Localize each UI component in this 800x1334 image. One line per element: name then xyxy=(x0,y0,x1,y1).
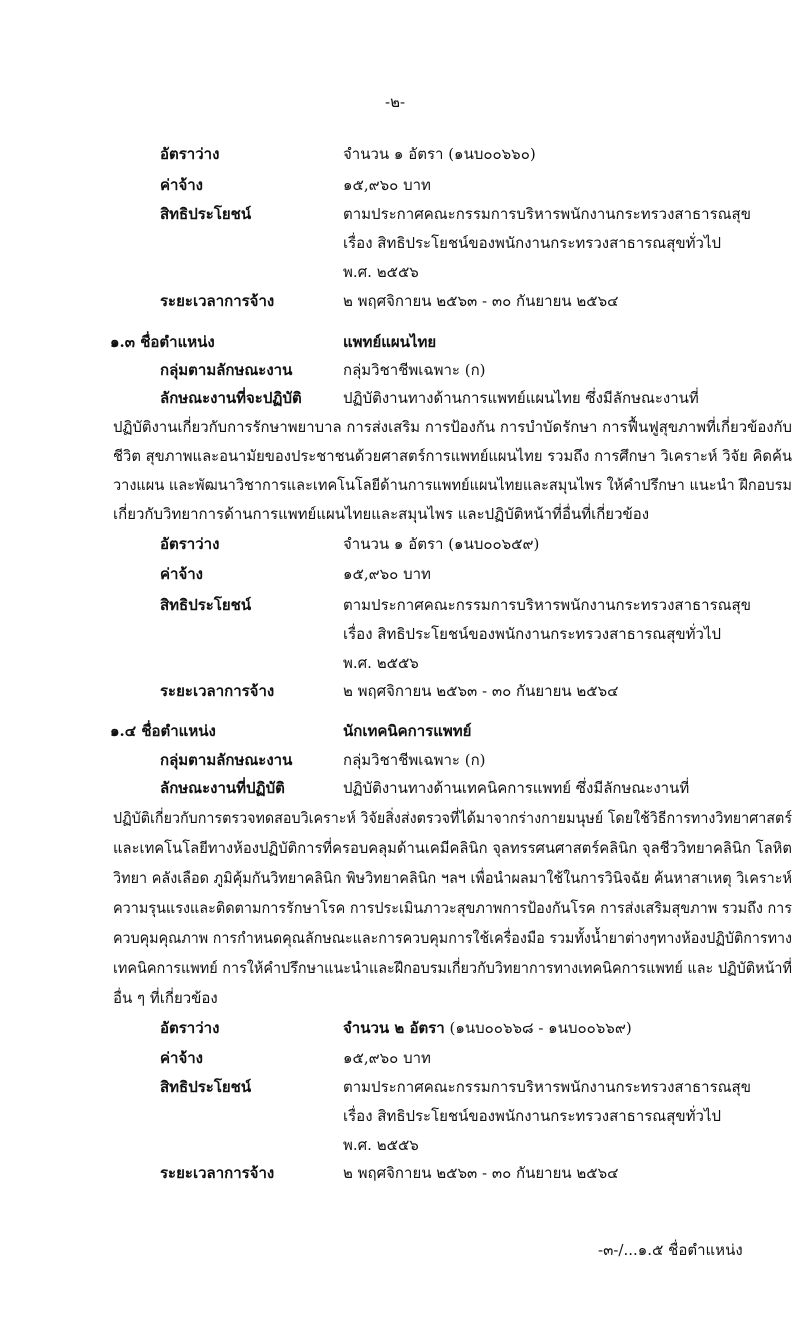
duty-line: เทคนิคการแพทย์ การให้คำปรึกษาแนะนำและฝึกอบรมเกี่ยวกับวิทยาการทางเทคนิคการแพทย์ และ ปฏิบัติหน้าที่ xyxy=(113,959,792,977)
benefit-label: สิทธิประโยชน์ xyxy=(160,205,252,223)
duty-line: ชีวิต สุขภาพและอนามัยของประชาชนด้วยศาสตร์การแพทย์แผนไทย รวมถึง การศึกษา วิเคราะห์ วิจัย คิดค้น xyxy=(113,447,793,465)
vacancy-label: อัตราว่าง xyxy=(160,535,220,553)
duty-line: ปฏิบัติงานทางด้านการแพทย์แผนไทย ซึ่งมีลักษณะงานที่ xyxy=(343,389,699,407)
duty-line: อื่น ๆ ที่เกี่ยวข้อง xyxy=(113,989,218,1007)
period-value: ๒ พฤศจิกายน ๒๕๖๓ - ๓๐ กันยายน ๒๕๖๔ xyxy=(343,292,619,310)
duty-line: ความรุนแรงและติดตามการรักษาโรค การประเมินภาวะสุขภาพการป้องกันโรค การส่งเสริมสุขภาพ รวมถึง การ xyxy=(113,899,793,917)
period-label: ระยะเวลาการจ้าง xyxy=(160,292,275,310)
group-value: กลุ่มวิชาชีพเฉพาะ (ก) xyxy=(343,751,486,769)
vacancy-count: จำนวน ๒ อัตรา xyxy=(343,1019,445,1037)
benefit-line: ตามประกาศคณะกรรมการบริหารพนักงานกระทรวงสาธารณสุข xyxy=(343,1078,751,1096)
duty-line: วางแผน และพัฒนาวิชาการและเทคโนโลยีด้านการแพทย์แผนไทยและสมุนไพร ให้คำปรึกษา แนะนำ ฝึกอบรม xyxy=(113,476,793,494)
benefit-line: พ.ศ. ๒๕๕๖ xyxy=(343,263,419,281)
benefit-line: พ.ศ. ๒๕๕๖ xyxy=(343,1136,419,1154)
wage-value: ๑๕,๙๖๐ บาท xyxy=(343,565,431,583)
position-title: นักเทคนิคการแพทย์ xyxy=(343,722,472,740)
wage-label: ค่าจ้าง xyxy=(160,565,203,583)
benefit-label: สิทธิประโยชน์ xyxy=(160,596,252,614)
vacancy-codes: (๑นบ๐๐๖๖๘ - ๑นบ๐๐๖๖๙) xyxy=(449,1019,632,1037)
position-title: แพทย์แผนไทย xyxy=(343,333,437,351)
period-label: ระยะเวลาการจ้าง xyxy=(160,1164,275,1182)
group-value: กลุ่มวิชาชีพเฉพาะ (ก) xyxy=(343,361,486,379)
position-number-label: ๑.๓ ชื่อตำแหน่ง xyxy=(110,333,215,351)
benefit-line: เรื่อง สิทธิประโยชน์ของพนักงานกระทรวงสาธารณสุขทั่วไป xyxy=(343,234,722,252)
duty-line: ปฏิบัติงานเกี่ยวกับการรักษาพยาบาล การส่งเสริม การป้องกัน การบำบัดรักษา การฟื้นฟูสุขภาพที่เกี่ยวข้องกับ xyxy=(113,418,793,436)
duty-label: ลักษณะงานที่จะปฏิบัติ xyxy=(160,389,302,407)
benefit-line: เรื่อง สิทธิประโยชน์ของพนักงานกระทรวงสาธารณสุขทั่วไป xyxy=(343,1107,722,1125)
group-label: กลุ่มตามลักษณะงาน xyxy=(160,361,293,379)
benefit-line: ตามประกาศคณะกรรมการบริหารพนักงานกระทรวงสาธารณสุข xyxy=(343,205,751,223)
period-label: ระยะเวลาการจ้าง xyxy=(160,682,275,700)
group-label: กลุ่มตามลักษณะงาน xyxy=(160,751,293,769)
footer-continuation: -๓-/...๑.๕ ชื่อตำแหน่ง xyxy=(598,1241,743,1259)
wage-label: ค่าจ้าง xyxy=(160,1049,203,1067)
benefit-line: ตามประกาศคณะกรรมการบริหารพนักงานกระทรวงสาธารณสุข xyxy=(343,596,751,614)
vacancy-value: จำนวน ๑ อัตรา (๑นบ๐๐๖๖๐) xyxy=(343,145,536,163)
page-number: -๒- xyxy=(385,93,406,111)
duty-line: เกี่ยวกับวิทยาการด้านการแพทย์แผนไทยและสมุนไพร และปฏิบัติหน้าที่อื่นที่เกี่ยวข้อง xyxy=(113,505,650,523)
period-value: ๒ พฤศจิกายน ๒๕๖๓ - ๓๐ กันยายน ๒๕๖๔ xyxy=(343,682,619,700)
wage-label: ค่าจ้าง xyxy=(160,176,203,194)
wage-value: ๑๕,๙๖๐ บาท xyxy=(343,176,431,194)
duty-line: และเทคโนโลยีทางห้องปฏิบัติการที่ครอบคลุมด้านเคมีคลินิก จุลทรรศนศาสตร์คลินิก จุลชีววิทยาคลินิก โลหิต xyxy=(113,839,792,857)
duty-label: ลักษณะงานที่ปฏิบัติ xyxy=(160,779,285,797)
period-value: ๒ พฤศจิกายน ๒๕๖๓ - ๓๐ กันยายน ๒๕๖๔ xyxy=(343,1164,619,1182)
duty-line: ควบคุมคุณภาพ การกำหนดคุณลักษณะและการควบคุมการใช้เครื่องมือ รวมทั้งน้ำยาต่างๆทางห้องปฏิบัติการทาง xyxy=(113,929,792,947)
vacancy-label: อัตราว่าง xyxy=(160,1019,220,1037)
duty-line: ปฏิบัติงานทางด้านเทคนิคการแพทย์ ซึ่งมีลักษณะงานที่ xyxy=(343,779,690,797)
benefit-label: สิทธิประโยชน์ xyxy=(160,1078,252,1096)
vacancy-label: อัตราว่าง xyxy=(160,145,220,163)
vacancy-value xyxy=(343,1018,632,1038)
duty-line: วิทยา คลังเลือด ภูมิคุ้มกันวิทยาคลินิก พิษวิทยาคลินิก ฯลฯ เพื่อนำผลมาใช้ในการวินิจฉัย ค้นหาสาเหตุ วิเคราะห์ xyxy=(113,869,792,887)
position-number-label: ๑.๔ ชื่อตำแหน่ง xyxy=(110,722,216,740)
vacancy-value: จำนวน ๑ อัตรา (๑นบ๐๐๖๕๙) xyxy=(343,535,540,553)
benefit-line: พ.ศ. ๒๕๕๖ xyxy=(343,654,419,672)
duty-line: ปฏิบัติเกี่ยวกับการตรวจทดสอบวิเคราะห์ วิจัยสิ่งส่งตรวจที่ได้มาจากร่างกายมนุษย์ โดยใช้วิธีการทางวิทยาศาสตร์ xyxy=(113,809,793,827)
benefit-line: เรื่อง สิทธิประโยชน์ของพนักงานกระทรวงสาธารณสุขทั่วไป xyxy=(343,625,722,643)
wage-value: ๑๕,๙๖๐ บาท xyxy=(343,1049,431,1067)
